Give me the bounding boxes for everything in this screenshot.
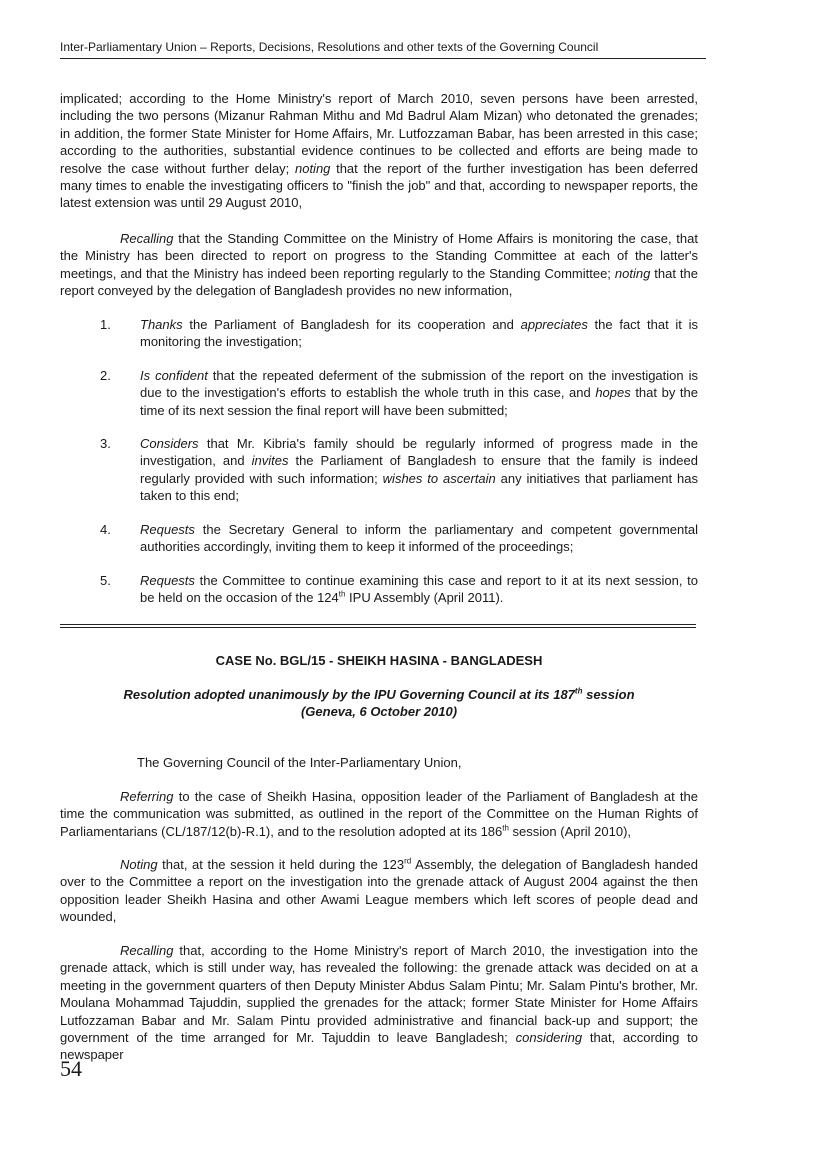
running-header: Inter-Parliamentary Union – Reports, Decisions, Resolutions and other texts of the Governing Council	[60, 40, 599, 54]
paragraph-recalling-grenade: Recalling that, according to the Home Ministry's report of March 2010, the investigation into the grenade attack, which is still under way, has revealed the following: the grenade attack was decided on at a meeting in the government quarters of then Deputy Minister Abdus Salam Pintu; Mr. Salam Pintu's brother, Mr. Moulana Mohammad Tajuddin, supplied the grenades for the attack; former State Minister for Home Affairs Lutfozzaman Babar and Mr. Salam Pintu provided administrative and financial back-up and support; the government of the time arranged for Mr. Tajuddin to leave Bangladesh; considering that, according to newspaper	[60, 943, 698, 1063]
page-number: 54	[60, 1056, 82, 1081]
operative-item-5: 5. Requests the Committee to continue examining this case and report to it at its next session, to be held on the occasion of the 124th IPU Assembly (April 2011).	[100, 573, 698, 606]
resolution-heading: Resolution adopted unanimously by the IPU Governing Council at its 187th session (Geneva, 6 October 2010)	[123, 686, 635, 720]
paragraph-noting: Noting that, at the session it held during the 123rd Assembly, the delegation of Bangladesh handed over to the Committee a report on the investigation into the grenade attack of August 2004 against the then opposition leader Sheikh Hasina and other Awami League members which left scores of people dead and wounded,	[60, 856, 698, 925]
paragraph-continued: implicated; according to the Home Ministry's report of March 2010, seven persons have been arrested, including the two persons (Mizanur Rahman Mithu and Md Badrul Alam Mizan) who detonated the grenades; in addition, the former State Minister for Home Affairs, Mr. Lutfozzaman Babar, has been arrested in this case; according to the authorities, substantial evidence continues to be collected and efforts are being made to resolve the case without further delay; noting that the report of the further investigation has been deferred many times to enable the investigating officers to "finish the job" and that, according to newspaper reports, the latest extension was until 29 August 2010,	[60, 91, 698, 211]
operative-item-4: 4. Requests the Secretary General to inform the parliamentary and competent governmental authorities accordingly, inviting them to keep it informed of the proceedings;	[100, 522, 698, 555]
header-rule	[60, 58, 706, 59]
paragraph-referring: Referring to the case of Sheikh Hasina, opposition leader of the Parliament of Bangladesh at the time the communication was submitted, as outlined in the report of the Committee on the Human Rights of Parliamentarians (CL/187/12(b)-R.1), and to the resolution adopted at its 186th session (April 2010),	[60, 789, 698, 839]
paragraph-recalling: Recalling that the Standing Committee on the Ministry of Home Affairs is monitoring the case, that the Ministry has been directed to report on progress to the Standing Committee at each of the latter's meetings, and that the Ministry has indeed been reporting regularly to the Standing Committee; noting that the report conveyed by the delegation of Bangladesh provides no new information,	[60, 231, 698, 299]
council-intro: The Governing Council of the Inter-Parliamentary Union,	[137, 755, 462, 770]
operative-item-2: 2. Is confident that the repeated deferment of the submission of the report on the investigation is due to the investigation's efforts to establish the whole truth in this case, and hopes that by the time of its next session the final report will have been submitted;	[100, 368, 698, 418]
section-divider-top	[60, 624, 696, 625]
operative-item-1: 1. Thanks the Parliament of Bangladesh for its cooperation and appreciates the fact that it is monitoring the investigation;	[100, 317, 699, 350]
section-divider-bottom	[60, 627, 696, 628]
case-title: CASE No. BGL/15 - SHEIKH HASINA - BANGLADESH	[215, 653, 543, 668]
operative-item-3: 3. Considers that Mr. Kibria's family should be regularly informed of progress made in the investigation, and invites the Parliament of Bangladesh to ensure that the family is indeed regularly provided with such information; wishes to ascertain any initiatives that parliament has taken to this end;	[100, 436, 698, 504]
